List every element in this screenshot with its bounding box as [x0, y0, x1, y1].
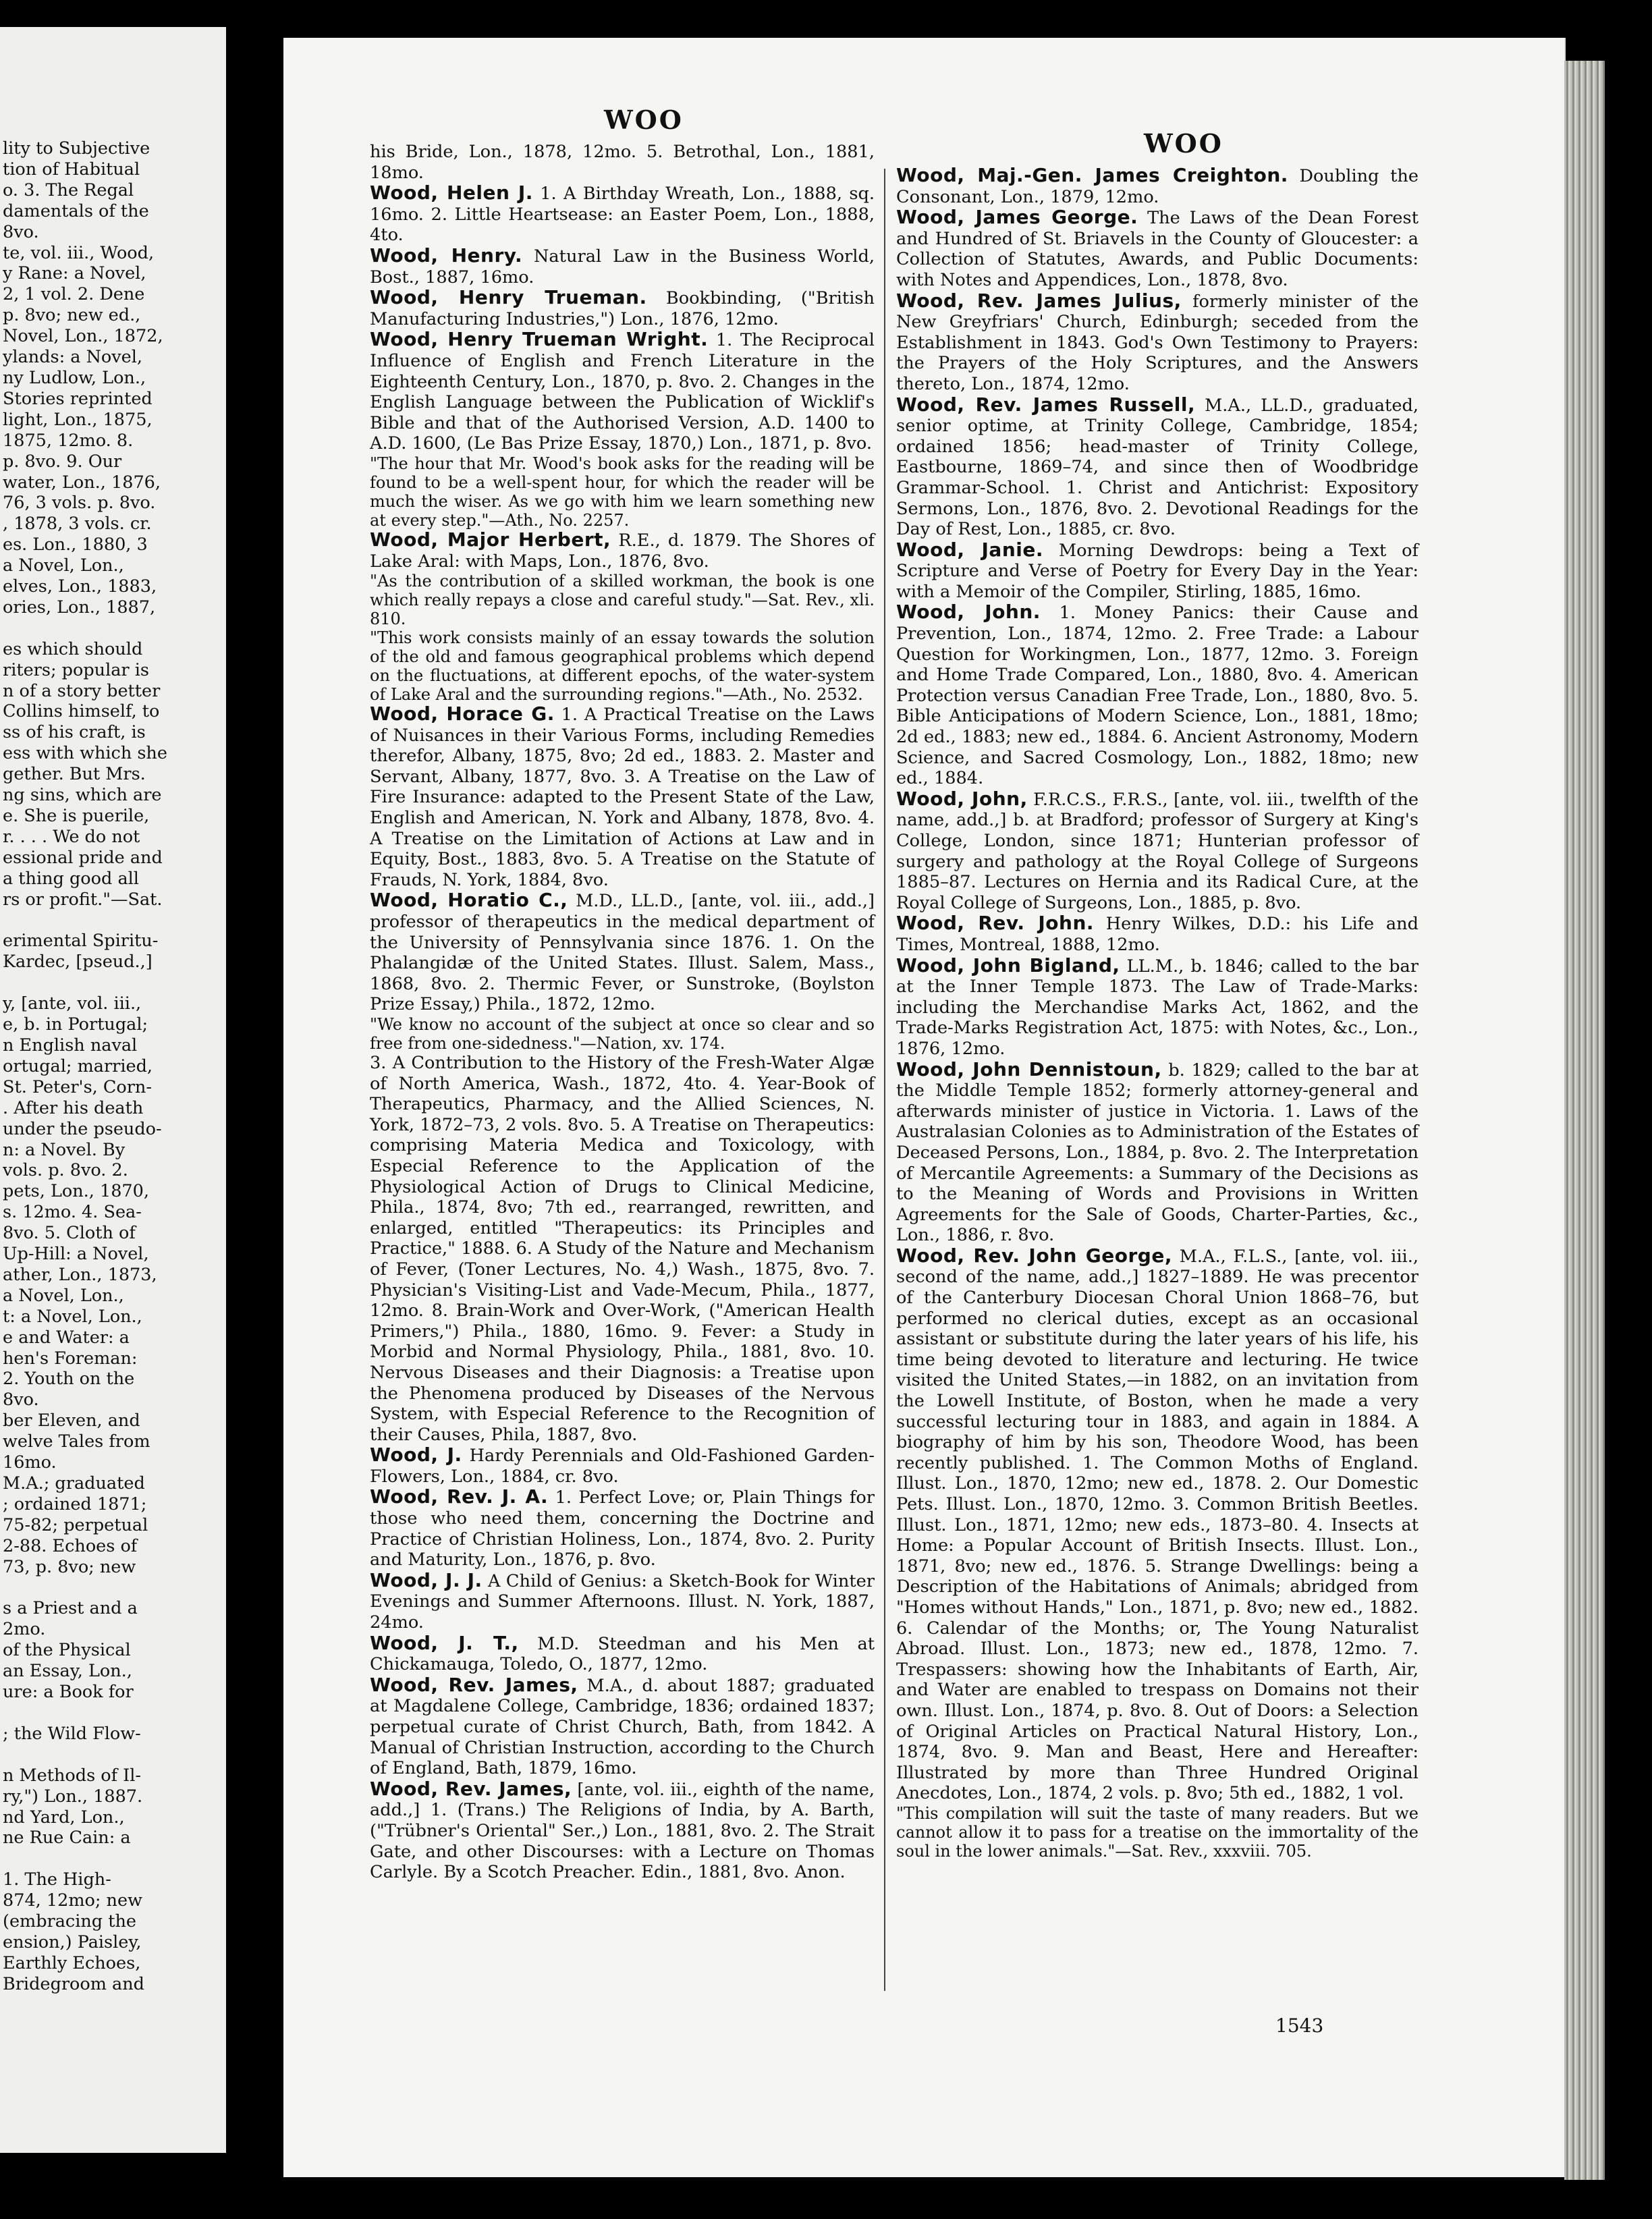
fragment-line: Novel, Lon., 1872,	[3, 326, 163, 347]
entry-text: F.R.C.S., F.R.S., [ante, vol. iii., twelfth of the name, add.,] b. at Bradford; professor of Surgery at King's College, London, since 1871; Hunterian professor of surgery and pathology at the Royal College of Surgeons 1885–87. Lectures on Hernia and its Radical Cure, at the Royal College of Surgeons, Lon., 1885, p. 8vo.	[896, 789, 1419, 913]
fragment-line: 8vo. 5. Cloth of	[3, 1223, 136, 1244]
fragment-line: es which should	[3, 638, 143, 659]
bibliography-entry	[370, 890, 875, 1015]
entry-headword: Wood, Major Herbert,	[370, 528, 611, 551]
fragment-line: riters; popular is	[3, 659, 149, 680]
entry-text: 1. The Reciprocal Influence of English and French Literature in the Eighteenth Century, Lon., 1870, p. 8vo. 2. Changes in the English Language between the Publication of Wicklif's Bible and that of the Authorised Version, A.D. 1400 to A.D. 1600, (Le Bas Prize Essay, 1870,) Lon., 1871, p. 8vo.	[370, 330, 875, 454]
left-page-text	[3, 138, 217, 1995]
entry-headword: Wood, Rev. John George,	[896, 1244, 1172, 1267]
entry-headword: Wood, John,	[896, 787, 1028, 810]
fragment-line: a Novel, Lon.,	[3, 1285, 124, 1306]
fragment-line: ortugal; married,	[3, 1056, 153, 1076]
entry-text: formerly minister of the New Greyfriars' Church, Edinburgh; seceded from the Establishment in 1843. God's Own Testimony to Prayers: the Prayers of the Holy Scriptures, and the Answers thereto, Lon., 1874, 12mo.	[896, 291, 1419, 394]
fragment-line: pets, Lon., 1870,	[3, 1181, 149, 1202]
entry-text: b. 1829; called to the bar at the Middle Temple 1852; formerly attorney-general and afterwards minister of justice in Victoria. 1. Laws of the Australasian Colonies as to Administration of the Estates of Deceased Persons, Lon., 1884, p. 8vo. 2. The Interpretation of Mercantile Agreements: a Summary of the Decisions as to the Meaning of Words and Provisions in Written Agreements for the Sale of Goods, Charter-Parties, &c., Lon., 1886, r. 8vo.	[896, 1060, 1419, 1246]
entry-headword: Wood, Rev. James,	[370, 1777, 572, 1800]
fragment-line: ; the Wild Flow-	[3, 1723, 141, 1744]
entry-headword: Wood, Rev. James Russell,	[896, 393, 1196, 416]
fragment-line: under the pseudo-	[3, 1118, 162, 1139]
fragment-line: 16mo.	[3, 1452, 57, 1473]
fragment-line: erimental Spiritu-	[3, 931, 159, 952]
fragment-line: 2. Youth on the	[3, 1369, 135, 1390]
fragment-line: ess with which she	[3, 743, 167, 764]
bibliography-entry	[370, 704, 875, 890]
fragment-line: St. Peter's, Corn-	[3, 1076, 152, 1097]
fragment-line: water, Lon., 1876,	[3, 472, 161, 493]
review-quote: "The hour that Mr. Wood's book asks for the reading will be found to be a well-spent hour, for which the reader will be much the wiser. As we go with him we learn something new at every step."—Ath., No. 2257.	[370, 454, 875, 530]
entry-headword: Wood, Rev. J. A.	[370, 1485, 549, 1508]
column-rule	[884, 169, 885, 1991]
fragment-line: lity to Subjective	[3, 138, 150, 159]
entry-headword: Wood, Henry Trueman Wright.	[370, 328, 709, 351]
fragment-line: Stories reprinted	[3, 388, 153, 409]
fragment-line: 75-82; perpetual	[3, 1514, 148, 1535]
fragment-line: nd Yard, Lon.,	[3, 1807, 125, 1828]
entry-text: The Laws of the Dean Forest and Hundred of St. Briavels in the County of Gloucester: a Collection of Statutes, Awards, and Public Documents: with Notes and Appendices, Lon., 1878, 8vo.	[896, 208, 1419, 290]
entry-text: M.A., d. about 1887; graduated at Magdalene College, Cambridge, 1836; ordained 1837; perpetual curate of Christ Church, Bath, from 1842. A Manual of Christian Instruction, according to the Church of England, Bath, 1879, 16mo.	[370, 1675, 875, 1779]
entry-headword: Wood, James George.	[896, 206, 1138, 229]
entry-text: Hardy Perennials and Old-Fashioned Garden-Flowers, Lon., 1884, cr. 8vo.	[370, 1446, 875, 1487]
bibliography-entry	[370, 1053, 875, 1445]
entry-text: Morning Dewdrops: being a Text of Scripture and Verse of Poetry for Every Day in the Year: with a Memoir of the Compiler, Stirling, 1885, 16mo.	[896, 540, 1419, 602]
left-page-fragment	[0, 27, 226, 2153]
entry-text: 1. A Practical Treatise on the Laws of Nuisances in their Various Forms, including Remedies therefor, Albany, 1875, 8vo; 2d ed., 1883. 2. Master and Servant, Albany, 1877, 8vo. 3. A Treatise on the Law of Fire Insurance: adapted to the Present State of the Law, English and American, N. York and Albany, 1878, 8vo. 4. A Treatise on the Limitation of Actions at Law and in Equity, Bost., 1883, 8vo. 5. A Treatise on the Statute of Frauds, N. York, 1884, 8vo.	[370, 705, 875, 890]
entry-headword: Wood, J.	[370, 1444, 462, 1467]
column-right	[896, 165, 1419, 1861]
fragment-line: welve Tales from	[3, 1431, 150, 1452]
bibliography-entry	[370, 329, 875, 454]
fragment-line: elves, Lon., 1883,	[3, 576, 157, 597]
bibliography-entry	[896, 1246, 1419, 1804]
fragment-line: a Novel, Lon.,	[3, 555, 124, 576]
fragment-line: p. 8vo. 9. Our	[3, 451, 122, 472]
fragment-line: 8vo.	[3, 1390, 39, 1410]
fragment-line: gether. But Mrs.	[3, 764, 146, 785]
fragment-line: 2-88. Echoes of	[3, 1535, 138, 1556]
bibliography-entry	[896, 207, 1419, 290]
review-quote: "We know no account of the subject at once so clear and so free from one-sidedness."—Nation, xv. 174.	[370, 1015, 875, 1053]
fragment-line: e and Water: a	[3, 1327, 130, 1348]
bibliography-entry	[370, 530, 875, 572]
fragment-line	[3, 1848, 217, 1869]
entry-headword: Wood, Maj.-Gen. James Creighton.	[896, 164, 1288, 186]
bibliography-entry	[370, 1633, 875, 1675]
entry-headword: Wood, J. T.,	[370, 1631, 519, 1654]
fragment-line: p. 8vo; new ed.,	[3, 305, 141, 326]
fragment-line: n Methods of Il-	[3, 1765, 142, 1786]
page-number: 1543	[1275, 2015, 1324, 2037]
running-header-right: WOO	[1144, 128, 1223, 159]
fragment-line: r. . . . We do not	[3, 826, 140, 847]
fragment-line: e, b. in Portugal;	[3, 1014, 148, 1035]
entry-headword: Wood, Rev. John.	[896, 912, 1095, 935]
fragment-line: Up-Hill: a Novel,	[3, 1244, 149, 1265]
bibliography-entry	[896, 165, 1419, 207]
bibliography-entry	[896, 789, 1419, 914]
fragment-line: t: a Novel, Lon.,	[3, 1306, 142, 1327]
fragment-line: y, [ante, vol. iii.,	[3, 993, 142, 1014]
entry-headword: Wood, John Dennistoun,	[896, 1058, 1162, 1080]
fragment-line: o. 3. The Regal	[3, 180, 134, 200]
column-left	[370, 142, 875, 1883]
fragment-line: 2mo.	[3, 1619, 46, 1640]
entry-headword: Wood, Henry Trueman.	[370, 286, 647, 309]
entry-text: his Bride, Lon., 1878, 12mo. 5. Betrothal, Lon., 1881, 18mo.	[370, 142, 875, 183]
fragment-line: s a Priest and a	[3, 1598, 138, 1619]
fragment-line: Earthly Echoes,	[3, 1952, 141, 1973]
fragment-line: an Essay, Lon.,	[3, 1661, 132, 1682]
fragment-line	[3, 1703, 217, 1724]
entry-headword: Wood, John Bigland,	[896, 954, 1120, 977]
entry-text: Doubling the Consonant, Lon., 1879, 12mo.	[896, 166, 1419, 207]
fragment-line: vols. p. 8vo. 2.	[3, 1160, 128, 1181]
page-edge	[1564, 61, 1605, 2180]
review-quote: "This work consists mainly of an essay towards the solution of the old and famous geographical problems which depend on the fluctuations, at different epochs, of the water-system of Lake Aral and the surrounding regions."—Ath., No. 2532.	[370, 628, 875, 705]
entry-text: M.D. Steedman and his Men at Chickamauga, Toledo, O., 1877, 12mo.	[370, 1633, 875, 1675]
running-header-left: WOO	[604, 105, 684, 135]
entry-headword: Wood, J. J.	[370, 1568, 483, 1591]
bibliography-entry	[896, 913, 1419, 955]
fragment-line: 76, 3 vols. p. 8vo.	[3, 493, 156, 514]
entry-headword: Wood, Janie.	[896, 538, 1043, 561]
fragment-line: ylands: a Novel,	[3, 347, 143, 368]
fragment-line	[3, 910, 217, 931]
entry-headword: Wood, John.	[896, 601, 1041, 624]
bibliography-entry	[896, 540, 1419, 603]
fragment-line: ories, Lon., 1887,	[3, 597, 156, 618]
bibliography-entry	[896, 956, 1419, 1060]
fragment-line: ng sins, which are	[3, 785, 162, 806]
fragment-line	[3, 1578, 217, 1599]
fragment-line: te, vol. iii., Wood,	[3, 242, 155, 263]
fragment-line	[3, 618, 217, 639]
fragment-line: rs or profit."—Sat.	[3, 889, 163, 910]
fragment-line: hen's Foreman:	[3, 1348, 138, 1369]
bibliography-entry	[370, 1779, 875, 1883]
fragment-line: ny Ludlow, Lon.,	[3, 367, 146, 388]
bibliography-entry	[370, 183, 875, 246]
bibliography-entry	[370, 1445, 875, 1487]
fragment-line: 1. The High-	[3, 1869, 111, 1890]
bibliography-entry	[370, 246, 875, 287]
fragment-line: n: a Novel. By	[3, 1139, 126, 1160]
entry-text: LL.M., b. 1846; called to the bar at the Inner Temple 1873. The Law of Trade-Marks: including the Merchandise Marks Act, 1862, and the Trade-Marks Registration Act, 1875: with Notes, &c., Lon., 1876, 12mo.	[896, 956, 1419, 1059]
entry-text: M.A., LL.D., graduated, senior optime, at Trinity College, Cambridge, 1854; ordained 1856; head-master of Trinity College, Eastbourne, 1869–74, and since then of Woodbridge Grammar-School. 1. Christ and Antichrist: Expository Sermons, Lon., 1876, 8vo. 2. Devotional Readings for the Day of Rest, Lon., 1885, cr. 8vo.	[896, 395, 1419, 540]
entry-headword: Wood, Horatio C.,	[370, 889, 568, 912]
fragment-line: , 1878, 3 vols. cr.	[3, 514, 152, 535]
book-gutter	[229, 27, 282, 2153]
entry-headword: Wood, Henry.	[370, 244, 523, 267]
entry-text: [ante, vol. iii., eighth of the name, add.,] 1. (Trans.) The Religions of India, by A. Barth, ("Trübner's Oriental" Ser.,) Lon., 1881, 8vo. 2. The Strait Gate, and other Discourses: with a Lecture on Thomas Carlyle. By a Scotch Preacher. Edin., 1881, 8vo. Anon.	[370, 1779, 875, 1883]
entry-text: M.A., F.L.S., [ante, vol. iii., second of the name, add.,] 1827–1889. He was precentor of the Canterbury Diocesan Choral Union 1868–76, but performed no clerical duties, except as an occasional assistant or substitute during the later years of his life, his time being devoted to literature and lecturing. He twice visited the United States,—in 1882, on an invitation from the Lowell Institute, of Boston, when he made a very successful lecturing tour in 1883, and again in 1884. A biography of him by his son, Theodore Wood, has been recently published. 1. The Common Moths of England. Illust. Lon., 1870, 12mo; new ed., 1878. 2. Our Domestic Pets. Illust. Lon., 1870, 12mo. 3. Common British Beetles. Illust. Lon., 1871, 12mo; new eds., 1873–80. 4. Insects at Home: a Popular Account of British Insects. Illust. Lon., 1871, 8vo; new ed., 1876. 5. Strange Dwellings: being a Description of the Habitations of Animals; abridged from "Homes without Hands," Lon., 1871, p. 8vo; new ed., 1882. 6. Calendar of the Months; or, The Young Naturalist Abroad. Illust. Lon., 1873; new ed., 1878, 12mo. 7. Trespassers: showing how the Inhabitants of Earth, Air, and Water are enabled to trespass on Domains not their own. Illust. Lon., 1874, p. 8vo. 8. Out of Doors: a Selection of Original Articles on Practical Natural History, Lon., 1874, 8vo. 9. Man and Beast, Here and Hereafter: Illustrated by more than Three Hundred Original Anecdotes, Lon., 1874, 2 vols. p. 8vo; 5th ed., 1882, 1 vol.	[896, 1246, 1419, 1804]
entry-text: A Child of Genius: a Sketch-Book for Winter Evenings and Summer Afternoons. Illust. N. York, 1887, 24mo.	[370, 1570, 875, 1633]
fragment-line: ure: a Book for	[3, 1682, 134, 1703]
fragment-line: n English naval	[3, 1035, 138, 1056]
bibliography-entry	[896, 1060, 1419, 1246]
review-quote: "As the contribution of a skilled workman, the book is one which really repays a close and careful study."—Sat. Rev., xli. 810.	[370, 572, 875, 629]
bibliography-entry	[896, 602, 1419, 788]
fragment-line: Bridegroom and	[3, 1973, 144, 1994]
fragment-line: ; ordained 1871;	[3, 1494, 147, 1514]
fragment-line: essional pride and	[3, 847, 163, 868]
fragment-line: ather, Lon., 1873,	[3, 1264, 157, 1285]
fragment-line: Kardec, [pseud.,]	[3, 952, 153, 972]
entry-text: Bookbinding, ("British Manufacturing Industries,") Lon., 1876, 12mo.	[370, 288, 875, 329]
fragment-line: ry,") Lon., 1887.	[3, 1786, 143, 1807]
fragment-line: s. 12mo. 4. Sea-	[3, 1202, 142, 1223]
fragment-line: ension,) Paisley,	[3, 1932, 142, 1952]
fragment-line: ber Eleven, and	[3, 1410, 140, 1431]
fragment-line: y Rane: a Novel,	[3, 263, 146, 284]
bibliography-entry	[896, 395, 1419, 540]
fragment-line: . After his death	[3, 1097, 144, 1118]
fragment-line: 1875, 12mo. 8.	[3, 430, 134, 451]
entry-text: Natural Law in the Business World, Bost., 1887, 16mo.	[370, 246, 875, 287]
fragment-line	[3, 972, 217, 993]
entry-headword: Wood, Horace G.	[370, 703, 555, 725]
fragment-line: 874, 12mo; new	[3, 1890, 142, 1911]
fragment-line: 73, p. 8vo; new	[3, 1556, 136, 1577]
fragment-line: tion of Habitual	[3, 159, 140, 180]
entry-text: 3. A Contribution to the History of the Fresh-Water Algæ of North America, Wash., 1872, 4to. 4. Year-Book of Therapeutics, Pharmacy, and the Allied Sciences, N. York, 1872–73, 2 vols. 8vo. 5. A Treatise on Therapeutics: comprising Materia Medica and Toxicology, with Especial Reference to the Application of the Physiological Action of Drugs to Clinical Medicine, Phila., 1874, 8vo; 7th ed., rearranged, rewritten, and enlarged, entitled "Therapeutics: its Principles and Practice," 1888. 6. A Study of the Nature and Mechanism of Fever, (Toner Lectures, No. 4,) Wash., 1875, 8vo. 7. Physician's Visiting-List and Vade-Mecum, Phila., 1877, 12mo. 8. Brain-Work and Over-Work, ("American Health Primers,") Phila., 1880, 16mo. 9. Fever: a Study in Morbid and Normal Physiology, Phila., 1881, 8vo. 10. Nervous Diseases and their Diagnosis: a Treatise upon the Phenomena produced by Diseases of the Nervous System, with Especial Reference to the Recognition of their Causes, Phila, 1887, 8vo.	[370, 1053, 875, 1445]
fragment-line: 8vo.	[3, 221, 39, 242]
fragment-line: es. Lon., 1880, 3	[3, 535, 148, 555]
bibliography-entry	[370, 1570, 875, 1633]
entry-text: 1. Money Panics: their Cause and Prevention, Lon., 1874, 12mo. 2. Free Trade: a Labour Question for Workingmen, Lon., 1877, 12mo. 3. Foreign and Home Trade Compared, Lon., 1880, 8vo. 4. American Protection versus Canadian Free Trade, Lon., 1880, 8vo. 5. Bible Anticipations of Modern Science, Lon., 1881, 18mo; 2d ed., 1883; new ed., 1884. 6. Ancient Astronomy, Modern Science, and Sacred Cosmology, Lon., 1882, 18mo; new ed., 1884.	[896, 603, 1419, 789]
entry-headword: Wood, Helen J.	[370, 182, 533, 204]
fragment-line: (embracing the	[3, 1911, 136, 1932]
bibliography-entry	[370, 1675, 875, 1779]
fragment-line: ne Rue Cain: a	[3, 1828, 131, 1848]
entry-text: R.E., d. 1879. The Shores of Lake Aral: with Maps, Lon., 1876, 8vo.	[370, 530, 875, 572]
bibliography-entry	[896, 291, 1419, 395]
entry-text: Henry Wilkes, D.D.: his Life and Times, Montreal, 1888, 12mo.	[896, 914, 1419, 955]
bibliography-entry	[370, 287, 875, 329]
fragment-line	[3, 1745, 217, 1765]
fragment-line: of the Physical	[3, 1640, 131, 1661]
fragment-line: e. She is puerile,	[3, 806, 150, 826]
fragment-line: 2, 1 vol. 2. Dene	[3, 284, 145, 305]
bibliography-entry	[370, 1487, 875, 1570]
entry-text: 1. Perfect Love; or, Plain Things for those who need them, concerning the Doctrine and Practice of Christian Holiness, Lon., 1874, 8vo. 2. Purity and Maturity, Lon., 1876, p. 8vo.	[370, 1487, 875, 1570]
fragment-line: light, Lon., 1875,	[3, 409, 153, 430]
fragment-line: Collins himself, to	[3, 701, 160, 722]
entry-headword: Wood, Rev. James Julius,	[896, 289, 1182, 312]
fragment-line: damentals of the	[3, 200, 149, 221]
fragment-line: a thing good all	[3, 868, 139, 889]
fragment-line: M.A.; graduated	[3, 1473, 145, 1494]
review-quote: "This compilation will suit the taste of many readers. But we cannot allow it to pass for a treatise on the immortality of the soul in the lower animals."—Sat. Rev., xxxviii. 705.	[896, 1803, 1419, 1861]
fragment-line: ss of his craft, is	[3, 722, 146, 743]
fragment-line: n of a story better	[3, 680, 161, 701]
bibliography-entry	[370, 142, 875, 183]
entry-text: M.D., LL.D., [ante, vol. iii., add.,] professor of therapeutics in the medical department of the University of Pennsylvania since 1876. 1. On the Phalangidæ of the United States. Illust. Salem, Mass., 1868, 8vo. 2. Thermic Fever, or Sunstroke, (Boylston Prize Essay,) Phila., 1872, 12mo.	[370, 891, 875, 1015]
entry-text: 1. A Birthday Wreath, Lon., 1888, sq. 16mo. 2. Little Heartsease: an Easter Poem, Lon., 1888, 4to.	[370, 184, 875, 246]
entry-headword: Wood, Rev. James,	[370, 1673, 578, 1696]
